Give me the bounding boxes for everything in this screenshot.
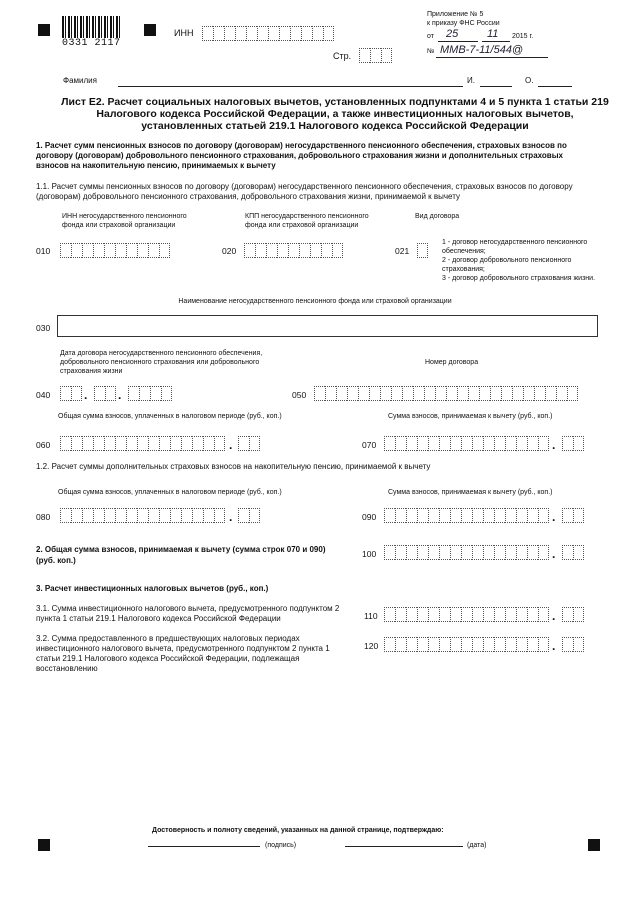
code-020: 020: [222, 246, 237, 256]
contract-type-options: [442, 238, 600, 283]
code-060: 060: [36, 440, 51, 450]
field-070-kop[interactable]: [562, 436, 584, 451]
kpp-fund-label: КПП негосударственного пенсионного фонда или страховой организации: [245, 213, 369, 229]
code-050: 050: [292, 390, 307, 400]
field-040-day[interactable]: [60, 386, 82, 401]
section1-heading: 1. Расчет сумм пенсионных взносов по договору (договорам) негосударственного пенсионного обеспечения, страховых взносов по договору (договорам) добровольного пенсионного страхования, добровольного страхования жизни и дополнительных страховых взносов на накопительную пенсию, принимаемых к вычету: [36, 141, 567, 170]
initial-o-field[interactable]: [538, 86, 572, 87]
surname-label: Фамилия: [63, 76, 97, 85]
date-label: (дата): [467, 842, 487, 849]
inn-label: ИНН: [174, 28, 194, 38]
code-110: 110: [364, 611, 378, 621]
contract-date-label: Дата договора негосударственного пенсионного обеспечения, добровольного пенсионного страхования или добровольного страхования жизни: [60, 350, 263, 375]
code-021: 021: [395, 246, 410, 256]
contract-type-option-2: 2 - договор добровольного пенсионного страхования;: [442, 257, 572, 273]
code-100: 100: [362, 549, 377, 559]
section1-1-heading: 1.1. Расчет суммы пенсионных взносов по договору (договорам) негосударственного пенсионного обеспечения, страховых взносов по договору (договорам) добровольного пенсионного страхования, добровольного страхования жизни, принимаемой к вычету: [36, 182, 573, 201]
field-090-kop[interactable]: [562, 508, 584, 523]
appendix-no-prefix: №: [427, 48, 435, 55]
sheet-title: Лист Е2. Расчет социальных налоговых вычетов, установленных подпунктами 4 и 5 пункта 1 статьи 219 Налогового кодекса Российской Федерации, а также инвестиционных налоговых вычетов, установленных статьей 219.1 Налогового кодекса Российской Федерации: [61, 96, 609, 132]
total-paid-label: Общая сумма взносов, уплаченных в налоговом периоде (руб., коп.): [58, 413, 282, 420]
field-110-kop[interactable]: [562, 607, 584, 622]
initial-o-label: О.: [525, 76, 534, 85]
inn-fund-label: ИНН негосударственного пенсионного фонда или страховой организации: [62, 213, 187, 229]
appendix-date-month: 11: [487, 28, 499, 40]
field-040-month[interactable]: [94, 386, 116, 401]
page-label: Стр.: [333, 51, 352, 61]
field-060-rub[interactable]: [60, 436, 225, 451]
section1-2-heading: 1.2. Расчет суммы дополнительных страховых взносов на накопительную пенсию, принимаемой к вычету: [36, 462, 431, 471]
sub2-total-paid-label: Общая сумма взносов, уплаченных в налоговом периоде (руб., коп.): [58, 489, 282, 496]
section2-heading: 2. Общая сумма взносов, принимаемая к вычету (сумма строк 070 и 090): [36, 545, 326, 554]
page-cells[interactable]: [359, 48, 392, 63]
appendix-date-year: 2015 г.: [512, 33, 534, 40]
field-080-rub[interactable]: [60, 508, 225, 523]
code-070: 070: [362, 440, 377, 450]
section3-item2: 3.2. Сумма предоставленного в предшествующих налоговых периодах инвестиционного налогового вычета, предусмотренного подпунктом 2 пункта 1 статьи 219.1 Налогового кодекса Российской Федерации, подлежащая восстановлению: [36, 634, 330, 673]
field-050-contract-no[interactable]: [314, 386, 578, 401]
barcode-number: 0331 2117: [62, 38, 121, 49]
field-070-rub[interactable]: [384, 436, 549, 451]
section3-heading: 3. Расчет инвестиционных налоговых вычетов (руб., коп.): [36, 584, 269, 593]
appendix-date-prefix: от: [427, 33, 434, 40]
field-060-kop[interactable]: [238, 436, 260, 451]
sub2-deductible-label: Сумма взносов, принимаемая к вычету (руб., коп.): [388, 489, 553, 496]
contract-type-option-1: 1 - договор негосударственного пенсионного обеспечения;: [442, 239, 588, 255]
code-090: 090: [362, 512, 377, 522]
field-120-kop[interactable]: [562, 637, 584, 652]
code-030: 030: [36, 323, 51, 333]
fund-name-label: Наименование негосударственного пенсионного фонда или страховой организации: [178, 298, 452, 305]
confirm-text: Достоверность и полноту сведений, указанных на данной странице, подтверждаю:: [152, 827, 444, 834]
section3-item1: 3.1. Сумма инвестиционного налогового вычета, предусмотренного подпунктом 2 пункта 1 статьи 219.1 Налогового кодекса Российской Федерации: [36, 604, 340, 623]
initial-i-field[interactable]: [480, 86, 512, 87]
code-010: 010: [36, 246, 51, 256]
initial-i-label: И.: [467, 76, 475, 85]
appendix-line1: Приложение № 5: [427, 11, 484, 18]
signature-field[interactable]: [148, 846, 260, 847]
appendix-date-day: 25: [446, 28, 459, 40]
section2-unit: (руб. коп.): [36, 556, 76, 565]
corner-marker-top-mid: [144, 24, 156, 36]
corner-marker-top-left: [38, 24, 50, 36]
inn-cells[interactable]: [202, 26, 334, 41]
date-field[interactable]: [345, 846, 463, 847]
field-080-kop[interactable]: [238, 508, 260, 523]
code-080: 080: [36, 512, 51, 522]
contract-type-option-3: 3 - договор добровольного страхования жизни.: [442, 275, 596, 282]
field-040-year[interactable]: [128, 386, 172, 401]
code-040: 040: [36, 390, 51, 400]
signature-label: (подпись): [265, 842, 297, 849]
corner-marker-bottom-left: [38, 839, 50, 851]
field-090-rub[interactable]: [384, 508, 549, 523]
field-100-rub[interactable]: [384, 545, 549, 560]
field-010-inn[interactable]: [60, 243, 170, 258]
barcode: [62, 16, 120, 38]
field-120-rub[interactable]: [384, 637, 549, 652]
corner-marker-bottom-right: [588, 839, 600, 851]
surname-field[interactable]: [118, 86, 463, 87]
code-120: 120: [364, 641, 379, 651]
field-030-fund-name[interactable]: [57, 315, 598, 337]
contract-type-label: Вид договора: [415, 213, 460, 220]
deductible-label: Сумма взносов, принимаемая к вычету (руб., коп.): [388, 413, 553, 420]
field-020-kpp[interactable]: [244, 243, 343, 258]
contract-no-label: Номер договора: [425, 359, 479, 366]
field-110-rub[interactable]: [384, 607, 549, 622]
field-021-contract-type[interactable]: [417, 243, 428, 258]
appendix-no-value: ММВ-7-11/544@: [440, 44, 524, 56]
field-100-kop[interactable]: [562, 545, 584, 560]
appendix-line2: к приказу ФНС России: [427, 20, 500, 27]
